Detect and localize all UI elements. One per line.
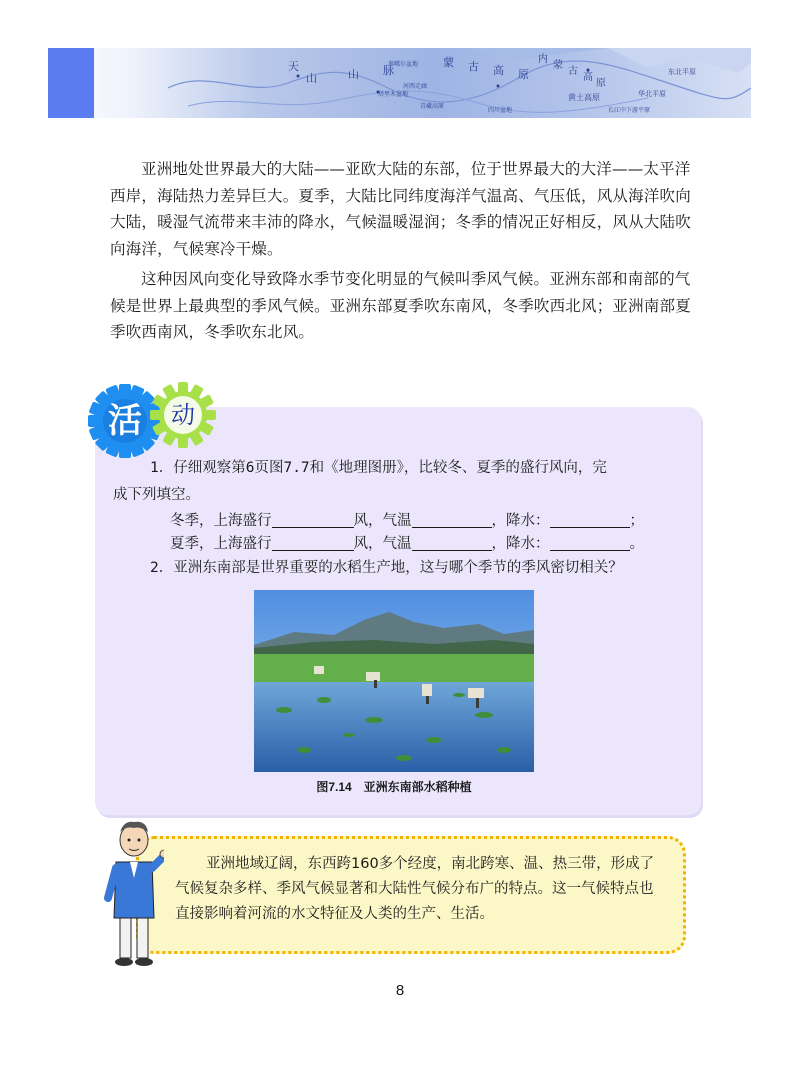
blank-temp-winter[interactable] bbox=[412, 511, 492, 528]
fill-label-temp: ，降水： bbox=[491, 536, 550, 552]
question-1-line-1: 1．仔细观察第6页图7.7和《地理图册》，比较冬、夏季的盛行风向，完 bbox=[150, 460, 607, 476]
map-label: 长江中下游平原 bbox=[608, 107, 651, 114]
body-paragraph-2: 这种因风向变化导致降水季节变化明显的气候叫季风气候。亚洲东部和南部的气候是世界上最典型的季风气候。亚洲东部夏季吹东南风，冬季吹西北风；亚洲南部夏季吹西南风，冬季吹东北风。 bbox=[110, 270, 691, 341]
fill-end: 。 bbox=[629, 536, 644, 552]
chapter-accent-block bbox=[48, 48, 94, 118]
fill-label-temp: ，降水： bbox=[491, 513, 550, 529]
map-label: 脉 bbox=[383, 64, 394, 77]
map-label: 东北平原 bbox=[668, 68, 696, 76]
map-label: 原 bbox=[596, 78, 606, 89]
map-label: 青藏高原 bbox=[420, 103, 445, 110]
figure-caption: 图7.14 亚洲东南部水稻种植 bbox=[316, 780, 472, 794]
map-label: 河西走廊 bbox=[403, 83, 428, 90]
activity-title-char-2: 动 bbox=[171, 401, 195, 429]
map-label: 古 bbox=[468, 60, 479, 73]
map-label: 塔里木盆地 bbox=[378, 91, 409, 98]
fill-label-season: 夏季，上海盛行 bbox=[170, 536, 272, 552]
map-label: 山 bbox=[306, 72, 317, 85]
map-label: 内 bbox=[538, 54, 548, 65]
fill-blank-summer bbox=[170, 531, 644, 557]
question-2: 2．亚洲东南部是世界重要的水稻生产地，这与哪个季节的季风密切相关？ bbox=[150, 560, 623, 576]
fill-label-wind: 风，气温 bbox=[353, 536, 412, 552]
map-label: 原 bbox=[518, 68, 529, 81]
map-label: 蒙 bbox=[443, 56, 454, 69]
map-banner-image bbox=[48, 48, 751, 118]
blank-wind-winter[interactable] bbox=[272, 511, 354, 528]
map-label: 古 bbox=[568, 66, 578, 77]
map-label: 四川盆地 bbox=[488, 107, 513, 114]
fill-end: ； bbox=[629, 513, 644, 529]
blank-precip-summer[interactable] bbox=[550, 534, 630, 551]
fill-label-season: 冬季，上海盛行 bbox=[170, 513, 272, 529]
rice-paddy-photo bbox=[254, 590, 534, 772]
map-label: 准噶尔盆地 bbox=[388, 61, 419, 68]
map-label: 天 bbox=[288, 60, 299, 73]
tip-text: 亚洲地域辽阔，东西跨160多个经度，南北跨寒、温、热三带，形成了气候复杂多样、季风气候显著和大陆性气候分布广的特点。这一气候特点也直接影响着河流的水文特征及人类的生产、生活。 bbox=[175, 856, 655, 922]
activity-title-char-1: 活 bbox=[108, 401, 142, 441]
map-label: 高 bbox=[493, 64, 504, 77]
teacher-figure-icon bbox=[104, 818, 164, 968]
blank-precip-winter[interactable] bbox=[550, 511, 630, 528]
page-number: 8 bbox=[395, 982, 405, 999]
map-label: 蒙 bbox=[553, 60, 563, 71]
blank-temp-summer[interactable] bbox=[412, 534, 492, 551]
fill-label-wind: 风，气温 bbox=[353, 513, 412, 529]
map-label: 高 bbox=[583, 72, 593, 83]
body-paragraph-1: 亚洲地处世界最大的大陆——亚欧大陆的东部，位于世界最大的大洋——太平洋西岸，海陆热力差异巨大。夏季，大陆比同纬度海洋气温高、气压低，风从海洋吹向大陆，暖湿气流带来丰沛的降水，气候温暖湿润；冬季的情况正好相反，风从大陆吹向海洋，气候寒冷干燥。 bbox=[110, 160, 691, 258]
map-label: 华北平原 bbox=[638, 90, 666, 98]
map-label: 山 bbox=[348, 68, 359, 81]
map-label: 黄土高原 bbox=[568, 93, 600, 102]
blank-wind-summer[interactable] bbox=[272, 534, 354, 551]
question-1-line-2: 成下列填空。 bbox=[113, 487, 200, 503]
header-banner bbox=[48, 48, 751, 118]
